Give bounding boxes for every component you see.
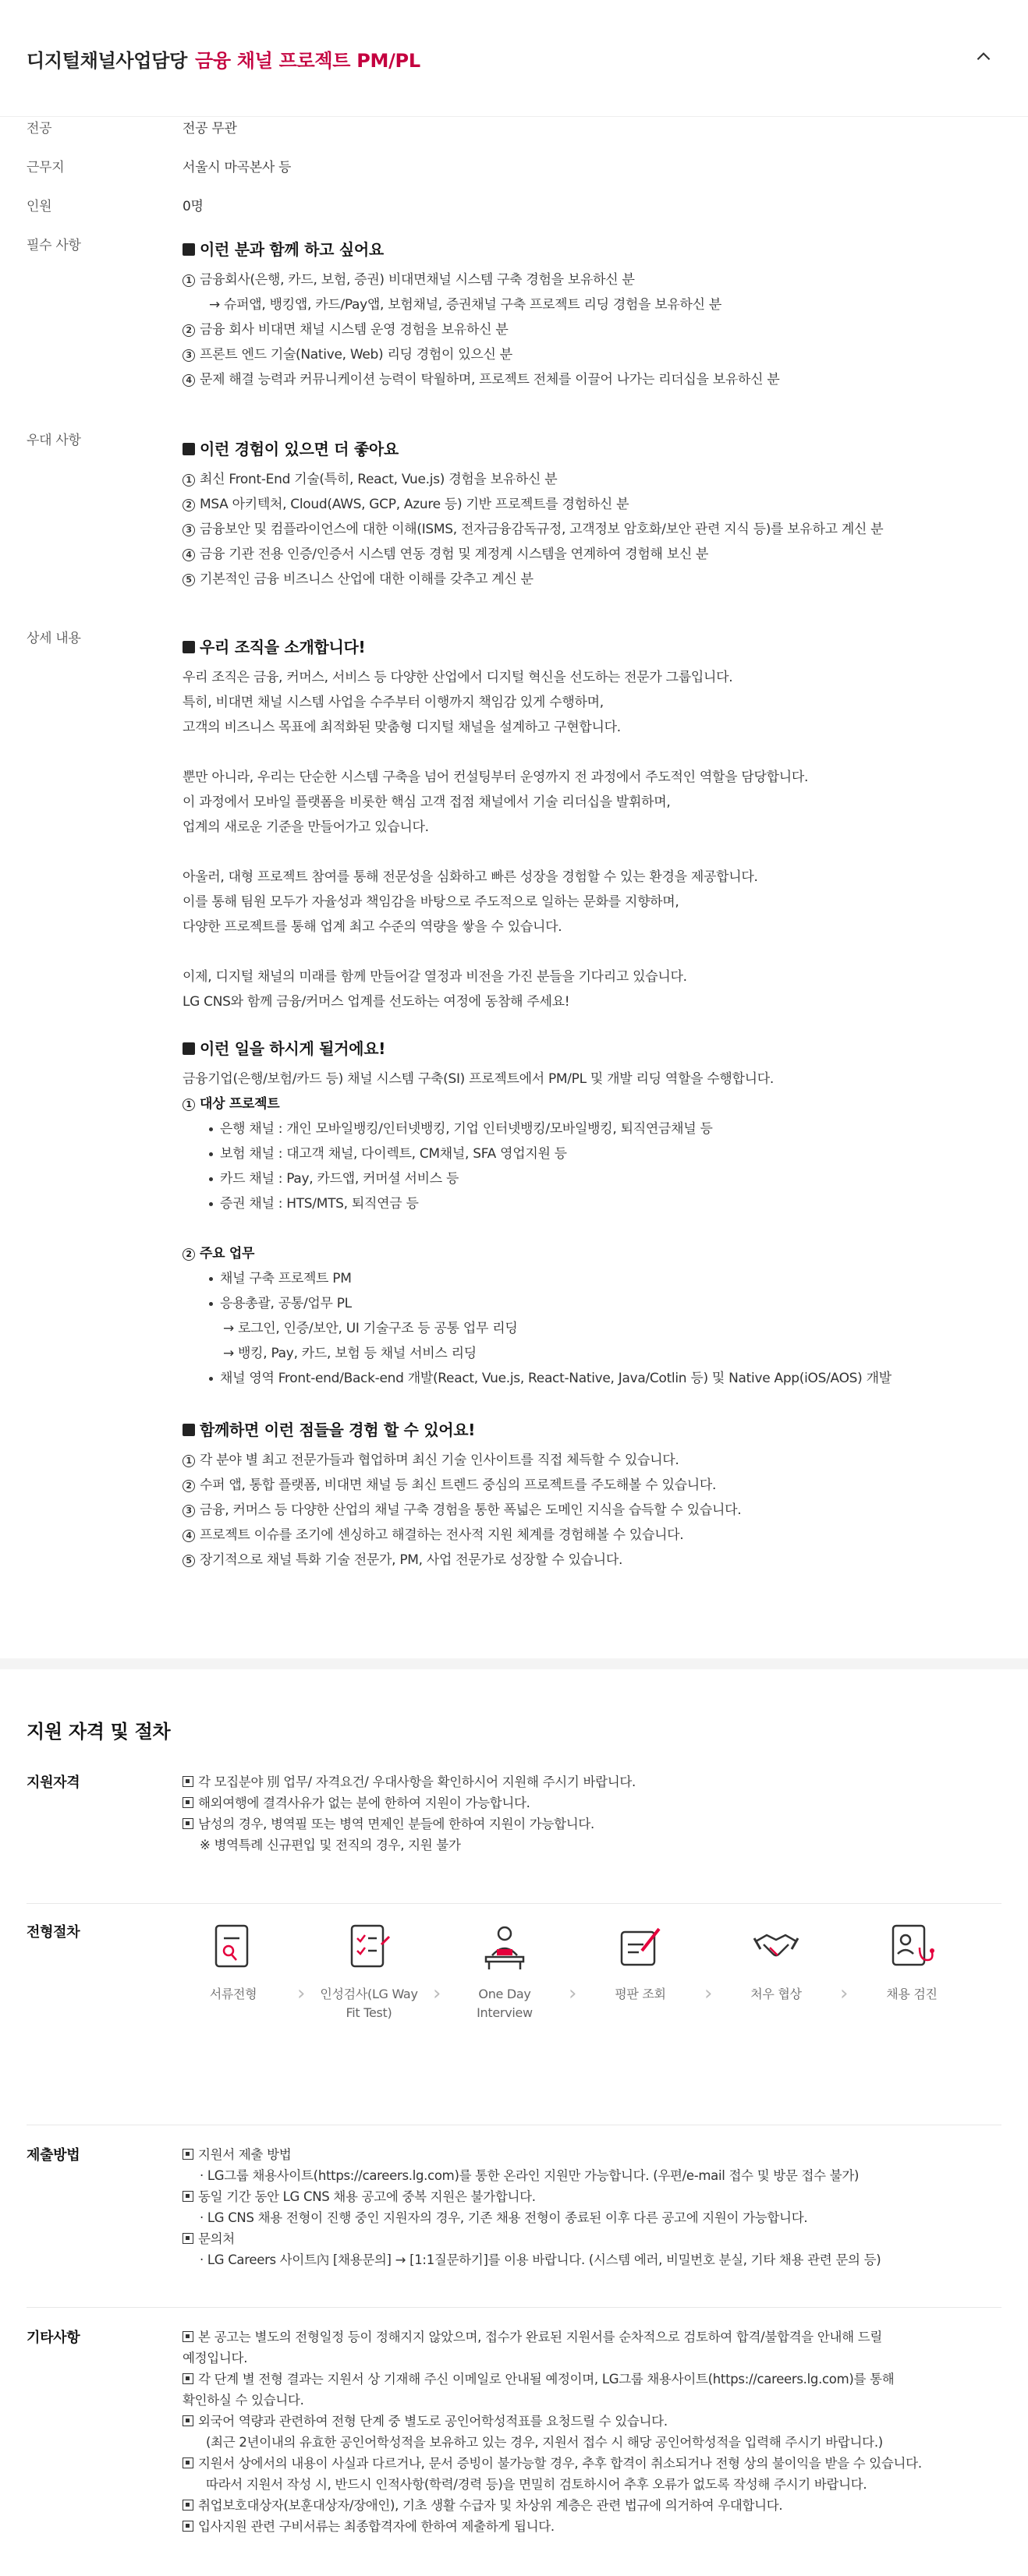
- line-text: 예정입니다.: [183, 2351, 248, 2365]
- checkbox-bullet-icon: [183, 2521, 193, 2532]
- submit-item: [183, 2144, 1001, 2165]
- section-divider: [0, 1658, 1028, 1669]
- application-title: 지원 자격 및 절차: [27, 1721, 171, 1743]
- chevron-right-icon: ›: [296, 1982, 306, 2005]
- number-1-icon: 1: [183, 1099, 195, 1111]
- target-projects-list: [183, 1116, 1001, 1216]
- number-2-icon: 2: [183, 324, 195, 337]
- handshake-icon: [753, 1921, 799, 1973]
- grow-item: [183, 1498, 1001, 1523]
- list-item-text: 장기적으로 채널 특화 기술 전문가, PM, 사업 전문가로 성장할 수 있습니다.: [200, 1552, 623, 1568]
- checkbox-bullet-icon: [183, 1776, 193, 1787]
- intro-title: 우리 조직을 소개합니다!: [183, 635, 1001, 657]
- number-1-icon: 1: [183, 1455, 195, 1467]
- process-step-label: 처우 협상: [750, 1987, 802, 2001]
- chevron-right-icon: ›: [839, 1982, 849, 2005]
- line-text: 따라서 지원서 작성 시, 반드시 인적사항(학력/경력 등)을 면밀히 검토하시어 추후 오류가 없도록 작성해 주시기 바랍니다.: [206, 2477, 867, 2492]
- list-item-text: 금융보안 및 컴플라이언스에 대한 이해(ISMS, 전자금융감독규정, 고객정보 암호화/보안 관련 지식 등)를 보유하고 계신 분: [200, 522, 884, 537]
- info-row-major: [27, 117, 1001, 156]
- submit-item: [183, 2207, 1001, 2228]
- submit-label: 제출방법: [27, 2147, 80, 2164]
- process-step-label: 서류전형: [209, 1987, 257, 2001]
- main-task-subitem: → 뱅킹, Pay, 카드, 보험 등 채널 서비스 리딩: [223, 1346, 477, 1361]
- required-item: [183, 367, 1001, 392]
- intro-line: 우리 조직은 금융, 커머스, 서비스 등 다양한 산업에서 디지털 혁신을 선도하는 전문가 그룹입니다.: [183, 670, 733, 685]
- checkbox-bullet-icon: [183, 2191, 193, 2202]
- paragraph-gap: [183, 840, 1001, 865]
- etc-item: [183, 2432, 1001, 2453]
- intro-line: 업계의 새로운 기준을 만들어가고 있습니다.: [183, 819, 429, 835]
- number-2-icon: 2: [183, 1248, 195, 1261]
- intro-paragraphs: [183, 665, 1001, 1014]
- info-row-headcount: [27, 195, 1001, 234]
- paragraph-gap: [183, 740, 1001, 765]
- main-task-item: 채널 구축 프로젝트 PM: [183, 1266, 1001, 1291]
- number-5-icon: 5: [183, 1555, 195, 1567]
- job-header[interactable]: [0, 0, 1028, 117]
- square-bullet-icon: [183, 1424, 195, 1436]
- number-4-icon: 4: [183, 374, 195, 387]
- submit-item: [183, 2186, 1001, 2207]
- line-text: 문의처: [198, 2231, 235, 2246]
- list-item-text: 프로젝트 이슈를 조기에 센싱하고 해결하는 전사적 지원 체계를 경험해볼 수 있습니다.: [200, 1527, 684, 1543]
- qualification-item: [183, 1813, 1001, 1835]
- main-tasks-list: [183, 1266, 1001, 1391]
- chevron-up-icon[interactable]: [973, 47, 994, 67]
- required-item: [183, 267, 1001, 292]
- required-section: [27, 234, 1001, 429]
- process-steps: [183, 1921, 1001, 2022]
- process-step-label: 인성검사(LG Way: [320, 1987, 418, 2001]
- number-5-icon: 5: [183, 574, 195, 586]
- submit-item: [183, 2249, 1001, 2270]
- process-step: [454, 1921, 555, 2022]
- list-item-text: 문제 해결 능력과 커뮤니케이션 능력이 탁월하며, 프로젝트 전체를 이끌어 나가는 리더십을 보유하신 분: [200, 372, 780, 387]
- position-title: 금융 채널 프로젝트 PM/PL: [194, 50, 420, 72]
- intro-line: 이 과정에서 모바일 플랫폼을 비롯한 핵심 고객 접점 채널에서 기술 리더십을 발휘하며,: [183, 794, 671, 810]
- etc-item: [183, 2516, 1001, 2537]
- number-2-icon: 2: [183, 499, 195, 511]
- required-item: [183, 342, 1001, 367]
- etc-row: [27, 2308, 1001, 2537]
- list-item-text: MSA 아키텍처, Cloud(AWS, GCP, Azure 등) 기반 프로젝트를 경험하신 분: [200, 497, 629, 512]
- interview-icon: [481, 1921, 528, 1973]
- process-step: [725, 1921, 827, 2004]
- target-project-item: 은행 채널 : 개인 모바일뱅킹/인터넷뱅킹, 기업 인터넷뱅킹/모바일뱅킹, 퇴직연금채널 등: [183, 1116, 1001, 1141]
- submit-item: [183, 2228, 1001, 2249]
- main-task-subitem: → 로그인, 인증/보안, UI 기술구조 등 공통 업무 리딩: [223, 1321, 518, 1336]
- info-label: 전공: [27, 121, 52, 136]
- process-step: [318, 1921, 420, 2022]
- preferred-label: 우대 사항: [27, 433, 81, 448]
- details-label: 상세 내용: [27, 631, 81, 646]
- square-bullet-icon: [183, 443, 195, 455]
- target-project-item: 증권 채널 : HTS/MTS, 퇴직연금 등: [183, 1191, 1001, 1216]
- qualification-list: [183, 1771, 1001, 1903]
- checkbox-bullet-icon: [183, 1797, 193, 1808]
- line-text: 각 단계 별 전형 결과는 지원서 상 기재해 주신 이메일로 안내될 예정이며, LG그룹 채용사이트(https://careers.lg.com)를 통해: [198, 2372, 895, 2387]
- intro-line: 아울러, 대형 프로젝트 참여를 통해 전문성을 심화하고 빠른 성장을 경험할 수 있는 환경을 제공합니다.: [183, 869, 758, 885]
- list-item-text: 수퍼 앱, 통합 플랫폼, 비대면 채널 등 최신 트렌드 중심의 프로젝트를 주도해볼 수 있습니다.: [200, 1477, 717, 1493]
- target-project-item: 보험 채널 : 대고객 채널, 다이렉트, CM채널, SFA 영업지원 등: [183, 1141, 1001, 1166]
- number-3-icon: 3: [183, 1505, 195, 1517]
- line-text: (최근 2년이내의 유효한 공인어학성적을 보유하고 있는 경우, 지원서 접수 시 해당 공인어학성적을 입력해 주시기 바랍니다.): [206, 2435, 883, 2450]
- process-step-label-2: Interview: [477, 2005, 533, 2020]
- line-text: 지원서 상에서의 내용이 사실과 다르거나, 문서 증빙이 불가능할 경우, 추후 합격이 취소되거나 전형 상의 불이익을 받을 수 있습니다.: [198, 2456, 922, 2471]
- medical-check-icon: [888, 1921, 935, 1973]
- line-text: 각 모집분야 別 업무/ 자격요건/ 우대사항을 확인하시어 지원해 주시기 바랍니다.: [198, 1775, 636, 1789]
- line-text: · LG그룹 채용사이트(https://careers.lg.com)를 통한 온라인 지원만 가능합니다. (우편/e-mail 접수 및 방문 접수 불가): [200, 2168, 860, 2183]
- required-item: [183, 317, 1001, 342]
- info-label: 인원: [27, 199, 52, 214]
- intro-line: 뿐만 아니라, 우리는 단순한 시스템 구축을 넘어 컨설팅부터 운영까지 전 과정에서 주도적인 역할을 담당합니다.: [183, 770, 809, 785]
- info-value: 전공 무관: [183, 121, 237, 136]
- checkbox-bullet-icon: [183, 2500, 193, 2511]
- grow-item: [183, 1448, 1001, 1473]
- reference-check-icon: [617, 1921, 664, 1973]
- chevron-right-icon: ›: [432, 1982, 441, 2005]
- info-value: 0명: [183, 199, 204, 214]
- chevron-right-icon: ›: [568, 1982, 577, 2005]
- target-project-item: 카드 채널 : Pay, 카드앱, 커머셜 서비스 등: [183, 1166, 1001, 1191]
- line-text: 외국어 역량과 관련하여 전형 단계 중 별도로 공인어학성적표를 요청드릴 수 있습니다.: [198, 2414, 668, 2429]
- number-1-icon: 1: [183, 474, 195, 487]
- preferred-item: [183, 492, 1001, 517]
- grow-list: [183, 1448, 1001, 1573]
- preferred-list: [183, 467, 1001, 592]
- number-1-icon: 1: [183, 274, 195, 287]
- etc-item: [183, 2348, 1001, 2369]
- line-text: 확인하실 수 있습니다.: [183, 2393, 304, 2408]
- qualification-label: 지원자격: [27, 1775, 80, 1791]
- info-label: 근무지: [27, 160, 65, 175]
- checkbox-bullet-icon: [183, 2457, 193, 2468]
- line-text: 동일 기간 동안 LG CNS 채용 공고에 중복 지원은 불가합니다.: [198, 2189, 536, 2204]
- number-2-icon: 2: [183, 1480, 195, 1492]
- submit-item: [183, 2165, 1001, 2186]
- grow-title: 함께하면 이런 점들을 경험 할 수 있어요!: [183, 1417, 1001, 1440]
- main-task-item: 응용총괄, 공통/업무 PL: [183, 1291, 1001, 1316]
- required-item: [183, 292, 1001, 317]
- line-text: 지원서 제출 방법: [198, 2147, 292, 2162]
- checkbox-bullet-icon: [183, 1818, 193, 1829]
- checkbox-bullet-icon: [183, 2149, 193, 2160]
- etc-item: [183, 2390, 1001, 2411]
- process-step-label: One Day: [478, 1987, 531, 2001]
- required-title: 이런 분과 함께 하고 싶어요: [183, 237, 1001, 260]
- details-section: [27, 627, 1001, 1573]
- grow-item: [183, 1473, 1001, 1498]
- qualification-item: [183, 1771, 1001, 1792]
- job-detail: [0, 117, 1028, 1573]
- line-text: 취업보호대상자(보훈대상자/장애인), 기초 생활 수급자 및 차상위 계층은 관련 법규에 의거하여 우대합니다.: [198, 2498, 783, 2513]
- list-item-text: 프론트 엔드 기술(Native, Web) 리딩 경험이 있으신 분: [200, 347, 512, 363]
- number-3-icon: 3: [183, 524, 195, 536]
- process-label: 전형절차: [27, 1924, 80, 1941]
- qualification-item: [183, 1792, 1001, 1813]
- info-row-location: [27, 156, 1001, 195]
- etc-label: 기타사항: [27, 2330, 80, 2346]
- required-label: 필수 사항: [27, 238, 81, 253]
- intro-line: 이제, 디지털 채널의 미래를 함께 만들어갈 열정과 비전을 가진 분들을 기다리고 있습니다.: [183, 969, 687, 985]
- target-projects-title: 1 대상 프로젝트: [183, 1092, 1001, 1116]
- info-value: 서울시 마곡본사 등: [183, 160, 292, 175]
- list-item-text: → 슈퍼앱, 뱅킹앱, 카드/Pay앱, 보험채널, 증권채널 구축 프로젝트 리딩 경험을 보유하신 분: [209, 297, 722, 313]
- chevron-right-icon: ›: [704, 1982, 713, 2005]
- qualification-row: [27, 1770, 1001, 1904]
- etc-item: [183, 2369, 1001, 2390]
- grow-item: [183, 1523, 1001, 1548]
- number-3-icon: 3: [183, 349, 195, 362]
- list-item-text: 금융 기관 전용 인증/인증서 시스템 연동 경험 및 계정계 시스템을 연계하여 경험해 보신 분: [200, 547, 709, 562]
- department-name: 디지털채널사업담당: [27, 50, 187, 72]
- list-item-text: 금융회사(은행, 카드, 보험, 증권) 비대면채널 시스템 구축 경험을 보유하신 분: [200, 272, 635, 288]
- main-task-item: 채널 영역 Front-end/Back-end 개발(React, Vue.js, React-Native, Java/Cotlin 등) 및 Native App(iOS/AOS) 개발: [183, 1366, 1001, 1391]
- number-4-icon: 4: [183, 549, 195, 561]
- list-item-text: 금융, 커머스 등 다양한 산업의 채널 구축 경험을 통한 폭넓은 도메인 지식을 습득할 수 있습니다.: [200, 1502, 742, 1518]
- etc-item: [183, 2474, 1001, 2495]
- work-title: 이런 일을 하시게 될거에요!: [183, 1036, 1001, 1059]
- checklist-test-icon: [346, 1921, 392, 1973]
- intro-line: 고객의 비즈니스 목표에 최적화된 맞춤형 디지털 채널을 설계하고 구현합니다.: [183, 720, 621, 735]
- checkbox-bullet-icon: [183, 2331, 193, 2342]
- process-step-label: 평판 조회: [615, 1987, 666, 2001]
- checkbox-bullet-icon: [183, 2415, 193, 2426]
- etc-item: [183, 2411, 1001, 2432]
- qualification-item: [183, 1835, 1001, 1856]
- paragraph-gap: [183, 939, 1001, 964]
- square-bullet-icon: [183, 243, 195, 256]
- process-step-label: 채용 검진: [886, 1987, 938, 2001]
- square-bullet-icon: [183, 1042, 195, 1055]
- process-step: [590, 1921, 691, 2004]
- list-item-text: 기본적인 금융 비즈니스 산업에 대한 이해를 갖추고 계신 분: [200, 571, 533, 587]
- process-step-label-2: Fit Test): [346, 2005, 392, 2020]
- submit-list: [183, 2144, 1001, 2307]
- line-text: 남성의 경우, 병역필 또는 병역 면제인 분들에 한하여 지원이 가능합니다.: [198, 1817, 594, 1831]
- intro-line: 다양한 프로젝트를 통해 업계 최고 수준의 역량을 쌓을 수 있습니다.: [183, 919, 562, 935]
- intro-line: LG CNS와 함께 금융/커머스 업계를 선도하는 여정에 동참해 주세요!: [183, 994, 570, 1010]
- submit-row: [27, 2125, 1001, 2308]
- line-text: 입사지원 관련 구비서류는 최종합격자에 한하여 제출하게 됩니다.: [198, 2519, 555, 2534]
- work-description: 금융기업(은행/보험/카드 등) 채널 시스템 구축(SI) 프로젝트에서 PM/PL 및 개발 리딩 역할을 수행합니다.: [183, 1071, 775, 1087]
- number-4-icon: 4: [183, 1530, 195, 1542]
- process-row: [27, 1904, 1001, 2125]
- preferred-section: [27, 429, 1001, 627]
- process-step: [861, 1921, 962, 2004]
- preferred-item: [183, 567, 1001, 592]
- preferred-item: [183, 517, 1001, 542]
- document-review-icon: [210, 1921, 257, 1973]
- application-section: [0, 1669, 1028, 2537]
- line-text: · LG Careers 사이트內 [채용문의] → [1:1질문하기]를 이용 바랍니다. (시스템 에러, 비밀번호 분실, 기타 채용 관련 문의 등): [200, 2252, 881, 2267]
- preferred-item: [183, 542, 1001, 567]
- checkbox-bullet-icon: [183, 2233, 193, 2244]
- line-text: 해외여행에 결격사유가 없는 분에 한하여 지원이 가능합니다.: [198, 1796, 530, 1810]
- main-tasks-title: 2 주요 업무: [183, 1241, 1001, 1266]
- etc-list: [183, 2327, 1001, 2537]
- intro-line: 특히, 비대면 채널 시스템 사업을 수주부터 이행까지 책임감 있게 수행하며,: [183, 695, 604, 710]
- preferred-title: 이런 경험이 있으면 더 좋아요: [183, 437, 1001, 459]
- line-text: 본 공고는 별도의 전형일정 등이 정해지지 않았으며, 접수가 완료된 지원서를 순차적으로 검토하여 합격/불합격을 안내해 드릴: [198, 2330, 883, 2344]
- line-text: ※ 병역특례 신규편입 및 전직의 경우, 지원 불가: [200, 1838, 461, 1852]
- grow-item: [183, 1548, 1001, 1573]
- intro-line: 이를 통해 팀원 모두가 자율성과 책임감을 바탕으로 주도적으로 일하는 문화를 지향하며,: [183, 894, 679, 910]
- etc-item: [183, 2327, 1001, 2348]
- list-item-text: 각 분야 별 최고 전문가들과 협업하며 최신 기술 인사이트를 직접 체득할 수 있습니다.: [200, 1453, 679, 1468]
- line-text: · LG CNS 채용 전형이 진행 중인 지원자의 경우, 기존 채용 전형이 종료된 이후 다른 공고에 지원이 가능합니다.: [200, 2210, 808, 2225]
- preferred-item: [183, 467, 1001, 492]
- etc-item: [183, 2453, 1001, 2474]
- process-step: [183, 1921, 284, 2004]
- list-item-text: 최신 Front-End 기술(특히, React, Vue.js) 경험을 보유하신 분: [200, 472, 558, 487]
- required-list: [183, 267, 1001, 392]
- list-item-text: 금융 회사 비대면 채널 시스템 운영 경험을 보유하신 분: [200, 322, 509, 338]
- etc-item: [183, 2495, 1001, 2516]
- checkbox-bullet-icon: [183, 2373, 193, 2384]
- square-bullet-icon: [183, 641, 195, 653]
